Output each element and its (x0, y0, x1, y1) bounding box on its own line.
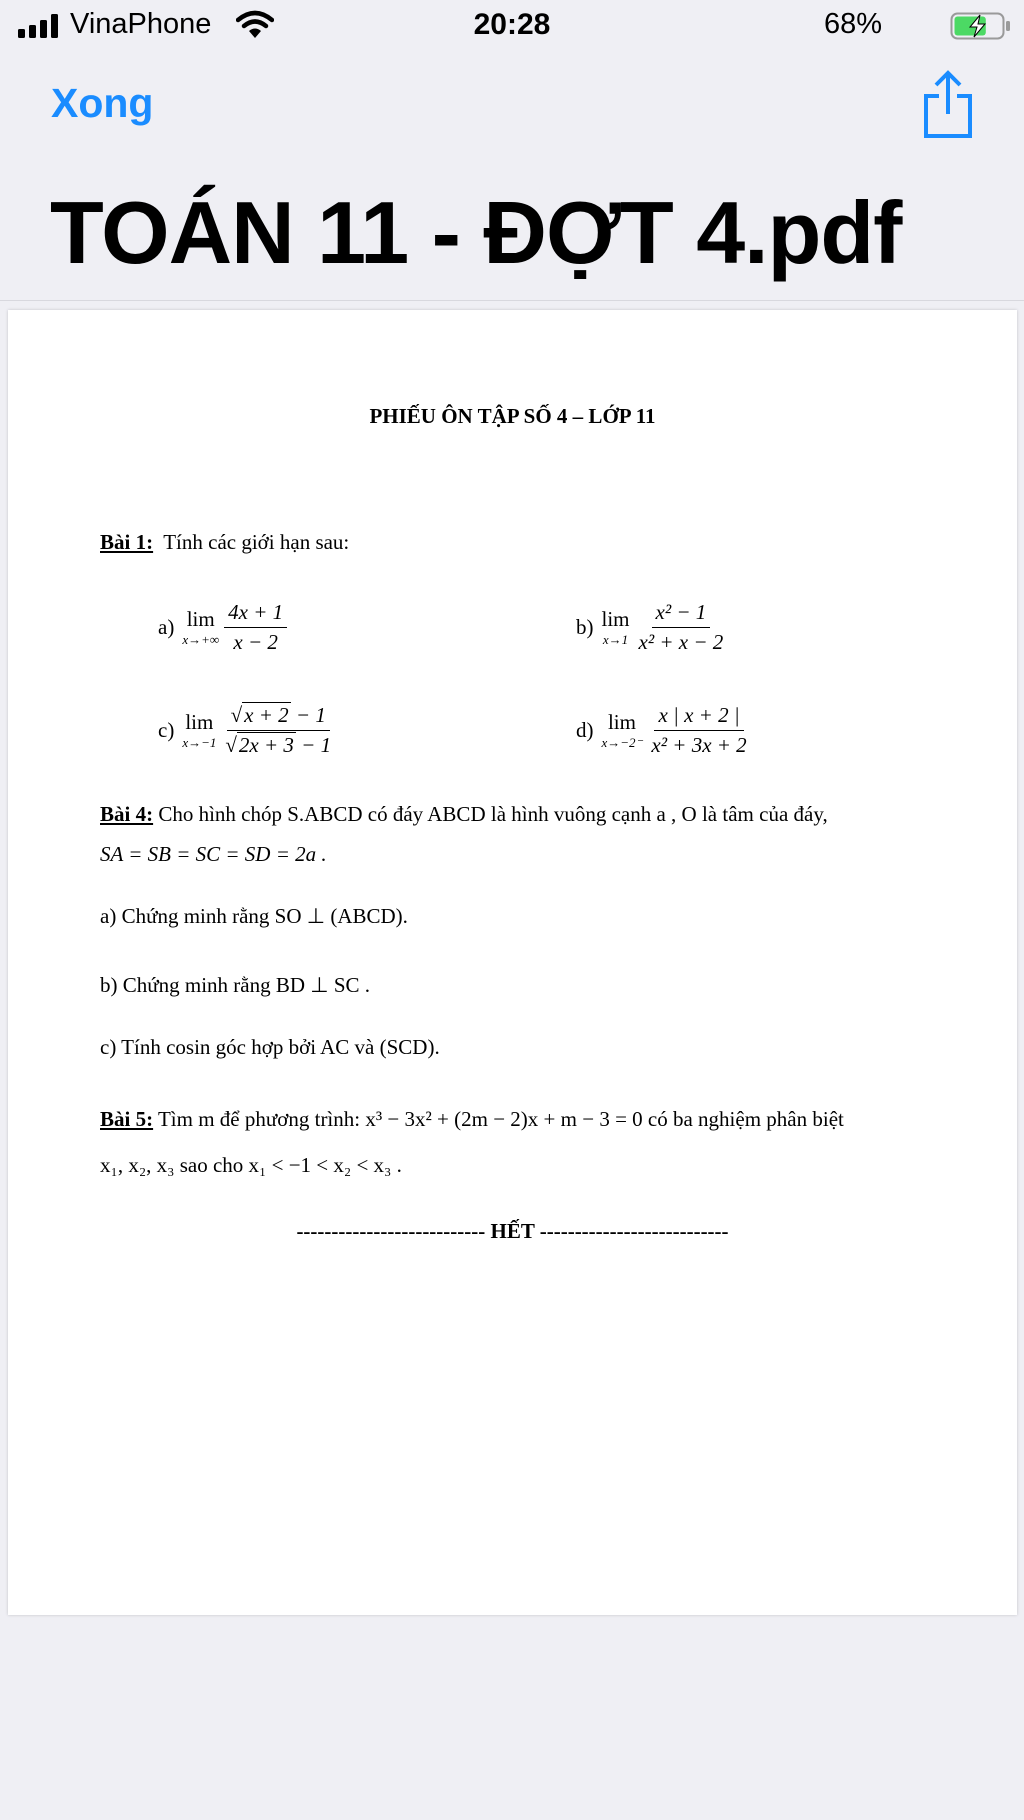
cellular-signal-icon (18, 14, 62, 38)
bai5-line1: Tìm m để phương trình: x³ − 3x² + (2m − 2)x + m − 3 = 0 có ba nghiệm phân biệt (157, 1107, 844, 1131)
bai4-heading: Bài 4: (100, 802, 154, 826)
limit-b-label: b) (576, 615, 594, 639)
done-button[interactable]: Xong (51, 80, 154, 126)
bai4-part-a: a) Chứng minh rằng SO ⊥ (ABCD). (100, 904, 408, 928)
bai4-part-b: b) Chứng minh rằng BD ⊥ SC . (100, 973, 371, 997)
share-icon[interactable] (922, 70, 974, 140)
bai4-intro (100, 802, 828, 827)
limit-a-operator: lim x→+∞ (182, 607, 220, 647)
pdf-page[interactable] (8, 310, 1017, 1615)
bai5-heading: Bài 5: (100, 1107, 154, 1131)
limit-a-label: a) (158, 615, 175, 639)
limit-b-fraction: $\frac{\text{x² − 1}}{\text{x² + x − 2}}$ (638, 600, 724, 654)
bai5-line2: x₁, x₂, x₃ sao cho x₁ < −1 < x₂ < x₃ . (100, 1153, 402, 1177)
limit-c-label: c) (158, 718, 175, 742)
limit-d-operator: lim x→−2⁻ (601, 710, 643, 750)
carrier-name: VinaPhone (70, 8, 212, 40)
header-divider (0, 300, 1024, 301)
status-bar (0, 0, 1024, 52)
wifi-icon (236, 10, 274, 40)
limit-d-label: d) (576, 718, 594, 742)
bai4-line1: Cho hình chóp S.ABCD có đáy ABCD là hình vuông cạnh a , O là tâm của đáy, (158, 802, 828, 826)
battery-charging-icon (950, 12, 1012, 40)
limit-b-operator: lim x→1 (601, 607, 630, 647)
bai5-intro (100, 1107, 844, 1132)
limit-c (158, 703, 338, 758)
battery-percentage: 68% (823, 8, 882, 40)
bai4-part-c: c) Tính cosin góc hợp bởi AC và (SCD). (100, 1035, 440, 1059)
clock: 20:28 (473, 8, 551, 41)
bai1-heading: Bài 1: (100, 530, 154, 554)
bai4-line2: SA = SB = SC = SD = 2a . (100, 842, 327, 866)
end-mark: --------------------------- HẾT --------------------------- (296, 1219, 729, 1243)
limit-d-fraction: $\frac{x | x + 2 |}{\text{x² + 3x + 2}}$ (651, 703, 747, 757)
limit-d (576, 703, 754, 758)
limit-c-operator: lim x→−1 (182, 710, 217, 750)
worksheet-title: PHIẾU ÔN TẬP SỐ 4 – LỚP 11 (369, 404, 656, 428)
limit-a-fraction: $\frac{4x + 1}{x - 2}$ (224, 600, 287, 655)
limit-c-fraction: $\frac{√x + 2 - 1}{√2x + 3 - 1}$ (225, 703, 332, 757)
bai1-text: Tính các giới hạn sau: (163, 530, 350, 554)
limit-a (158, 600, 290, 655)
bai1-prompt (100, 530, 349, 555)
document-title: TOÁN 11 - ĐỢT 4.pdf (50, 183, 902, 282)
limit-b (576, 600, 730, 655)
